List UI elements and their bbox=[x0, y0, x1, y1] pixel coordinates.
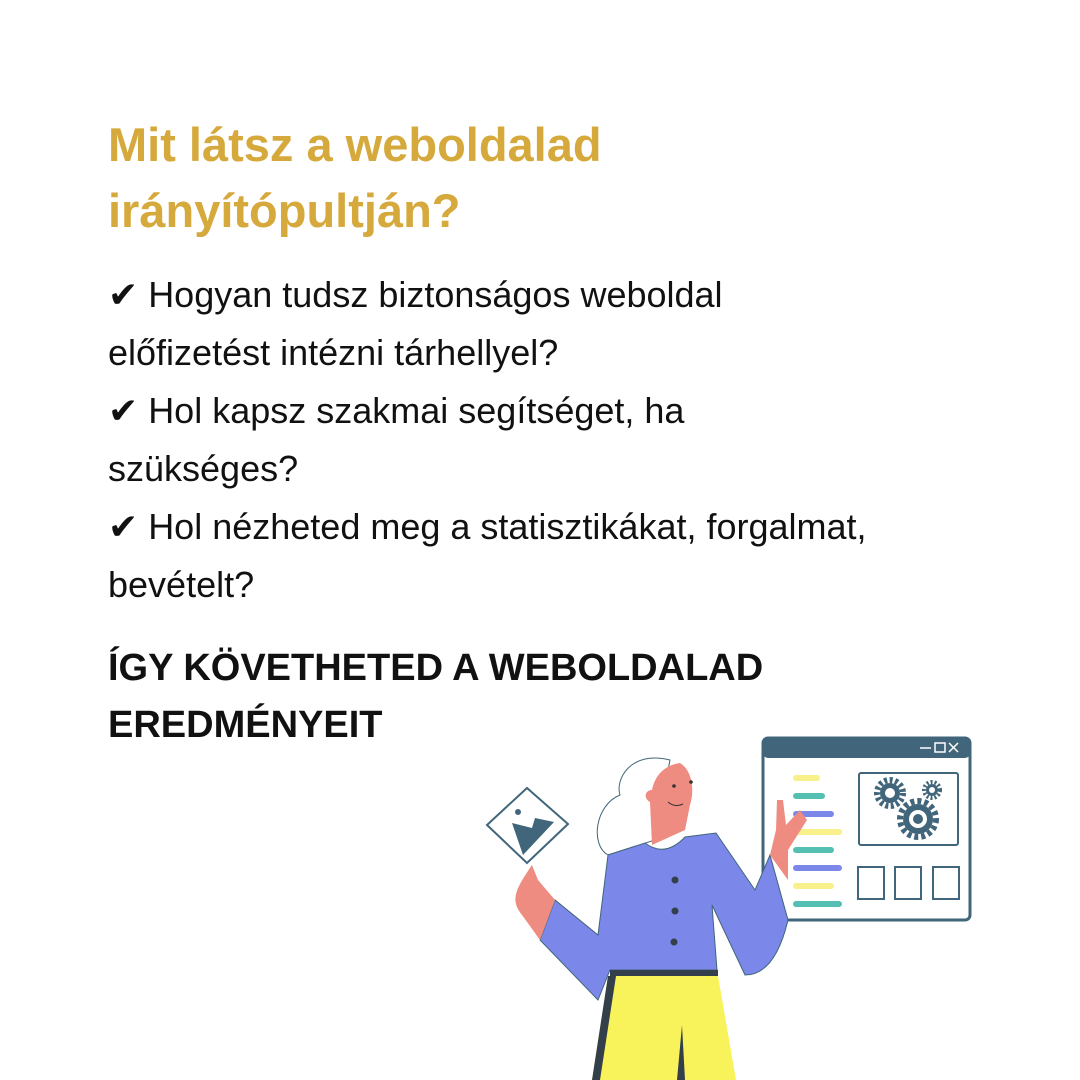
checklist-text: Hol kapsz szakmai segítséget, ha szükséges? bbox=[108, 390, 685, 489]
image-card-icon bbox=[487, 788, 568, 863]
checklist-text: Hol nézheted meg a statisztikákat, forgalmat, bevételt? bbox=[108, 506, 867, 605]
call-to-action-heading: ÍGY KÖVETHETED A WEBOLDALAD EREDMÉNYEIT bbox=[108, 647, 764, 746]
check-icon: ✔ bbox=[108, 390, 139, 431]
checklist-text: Hogyan tudsz biztonságos weboldal előfizetést intézni tárhellyel? bbox=[108, 274, 723, 373]
checklist-item bbox=[108, 498, 868, 614]
checklist-item bbox=[108, 382, 868, 498]
check-icon: ✔ bbox=[108, 506, 139, 547]
checklist-item bbox=[108, 266, 868, 382]
page-title: Mit látsz a weboldalad irányítópultján? bbox=[108, 118, 602, 237]
dashboard-illustration bbox=[480, 730, 980, 1080]
check-icon: ✔ bbox=[108, 274, 139, 315]
checklist bbox=[108, 266, 868, 614]
